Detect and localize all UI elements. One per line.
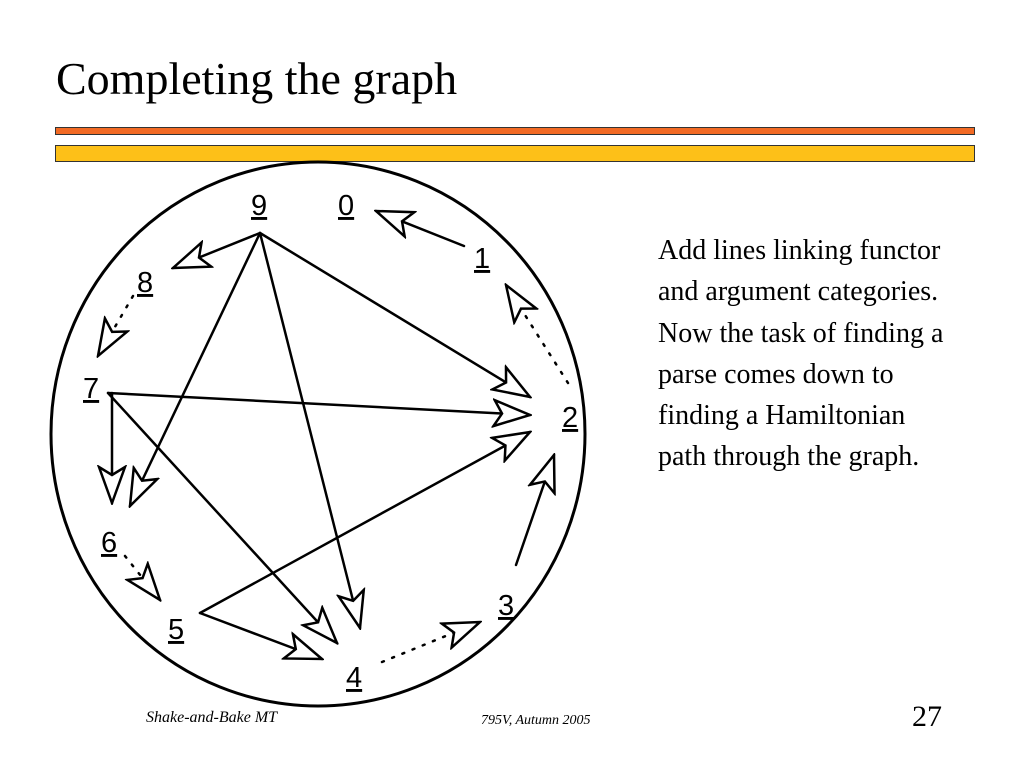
edge-9-to-4 — [260, 233, 360, 628]
dotted-edge-6-to-5 — [125, 556, 160, 600]
graph-node-1: 1 — [474, 243, 491, 275]
slide-page-number: 27 — [912, 700, 942, 733]
graph-node-6: 6 — [101, 527, 118, 559]
footer-course-date: 795V, Autumn 2005 — [481, 713, 591, 728]
graph-boundary-circle — [51, 162, 585, 706]
graph-node-2: 2 — [562, 402, 579, 434]
dotted-edge-2-to-1 — [506, 285, 568, 383]
edge-3-to-2 — [516, 455, 554, 565]
edge-7-to-4 — [108, 393, 337, 643]
graph-node-9: 9 — [251, 190, 268, 222]
edge-7-to-2 — [108, 393, 530, 415]
graph-node-0: 0 — [338, 190, 355, 222]
slide-title: Completing the graph — [56, 53, 458, 104]
edge-5-to-2 — [200, 432, 530, 613]
footer-presentation-title: Shake-and-Bake MT — [146, 709, 278, 726]
edge-5-to-4 — [200, 613, 322, 659]
graph-node-7: 7 — [83, 373, 100, 405]
slide-body-text: Add lines linking functor and argument categories. Now the task of finding a parse comes down to finding a Hamiltonian path through the graph. — [658, 235, 944, 473]
graph-node-4: 4 — [346, 662, 363, 694]
dotted-edge-4-to-3 — [382, 622, 480, 662]
graph-node-8: 8 — [137, 267, 154, 299]
graph-node-labels — [83, 190, 578, 694]
dotted-edge-8-to-7 — [98, 296, 133, 356]
graph-node-3: 3 — [498, 590, 515, 622]
edge-1-to-0 — [376, 211, 464, 246]
graph-node-5: 5 — [168, 614, 185, 646]
